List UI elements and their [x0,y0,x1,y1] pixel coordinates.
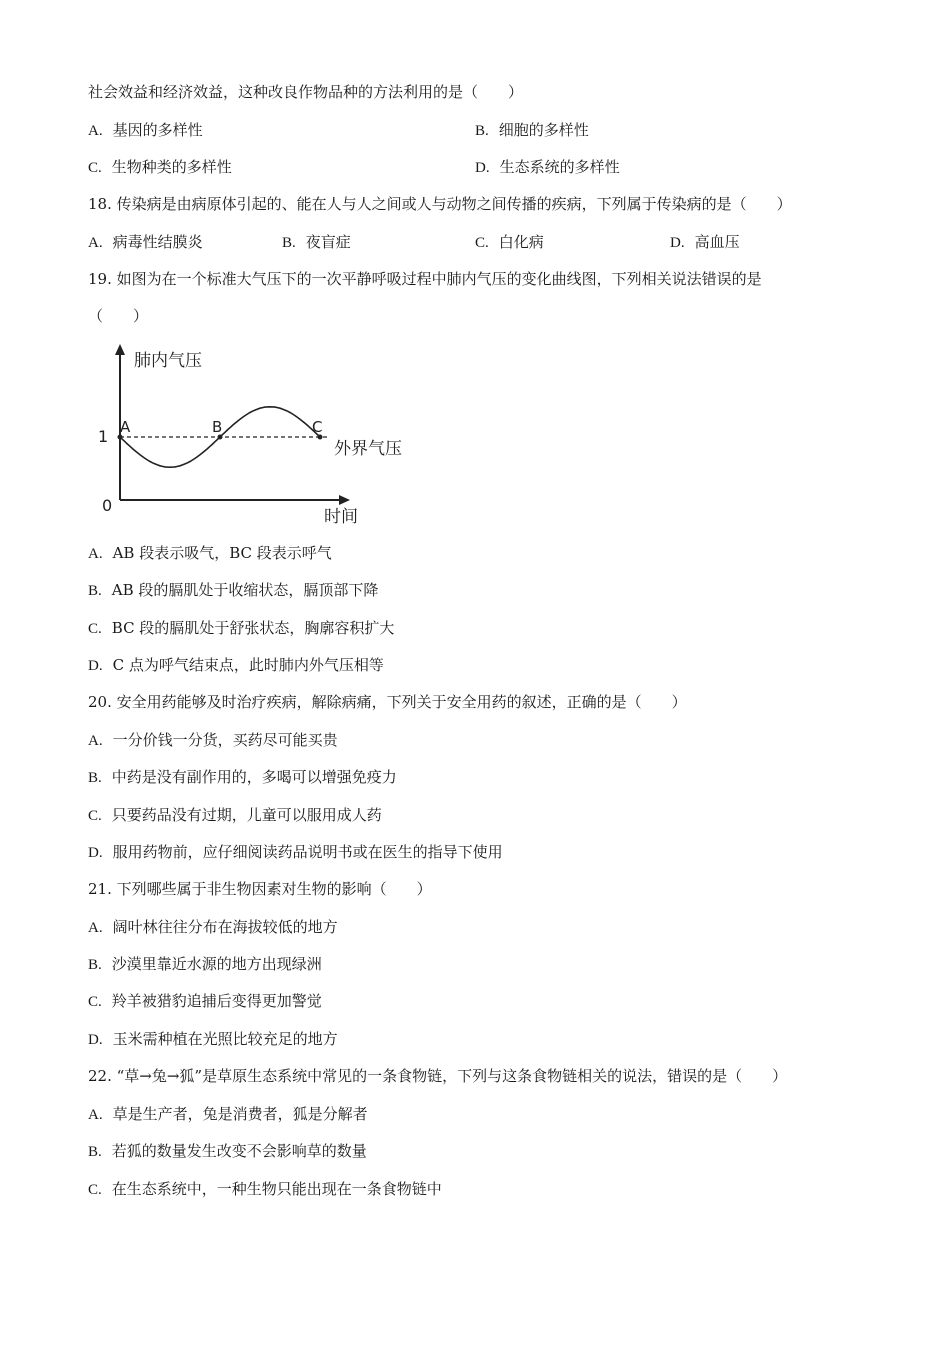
q18-option-a[interactable] [88,232,203,253]
option-text: 玉米需种植在光照比较充足的地方 [112,1030,338,1048]
option-text: 高血压 [694,233,740,251]
option-text: AB 段的膈肌处于收缩状态，膈顶部下降 [111,581,379,599]
option-text: 基因的多样性 [112,121,203,139]
option-label: C. [88,160,102,176]
option-label: A. [88,235,103,251]
option-text: 夜盲症 [305,233,351,251]
option-label: C. [88,808,102,824]
y-axis-label: 肺内气压 [134,351,202,371]
point-a-label: A [120,418,131,436]
q20-stem: 20. 安全用药能够及时治疗疾病，解除病痛，下列关于安全用药的叙述，正确的是（ ） [88,693,687,711]
q17-option-a[interactable] [88,120,203,141]
q20-option-a[interactable] [88,730,338,751]
option-label: D. [88,658,103,674]
q20-option-b[interactable] [88,767,397,788]
option-label: C. [475,235,489,251]
option-label: B. [88,957,102,973]
option-text: 草是生产者，兔是消费者，狐是分解者 [112,1105,368,1123]
x-axis-label: 时间 [324,507,358,527]
option-label: D. [670,235,685,251]
option-text: BC 段的膈肌处于舒张状态，胸廓容积扩大 [111,619,395,637]
option-label: B. [88,583,102,599]
q17-option-d[interactable] [475,157,620,178]
option-label: B. [282,235,296,251]
q19-option-d[interactable] [88,655,384,676]
y-axis-arrow [115,344,125,355]
option-text: 生态系统的多样性 [499,158,620,176]
q20-option-d[interactable] [88,842,503,863]
option-text: 病毒性结膜炎 [112,233,203,251]
option-text: 白化病 [498,233,544,251]
option-text: 沙漠里靠近水源的地方出现绿洲 [111,955,322,973]
option-label: D. [88,845,103,861]
q21-option-d[interactable] [88,1029,338,1050]
option-label: A. [88,123,103,139]
option-label: A. [88,920,103,936]
q21-option-b[interactable] [88,954,322,975]
q18-stem: 18. 传染病是由病原体引起的、能在人与人之间或人与动物之间传播的疾病，下列属于传染病的是（ ） [88,195,792,213]
option-text: 一分价钱一分货，买药尽可能买贵 [112,731,338,749]
origin-label: 0 [102,496,113,515]
option-text: 服用药物前，应仔细阅读药品说明书或在医生的指导下使用 [112,843,503,861]
option-text: 若狐的数量发生改变不会影响草的数量 [111,1142,367,1160]
q21-option-c[interactable] [88,991,322,1012]
option-text: AB 段表示吸气，BC 段表示呼气 [112,544,332,562]
option-label: B. [475,123,489,139]
option-label: C. [88,621,102,637]
option-label: D. [475,160,490,176]
pressure-chart [88,338,418,533]
q22-option-c[interactable] [88,1179,442,1200]
q17-option-c[interactable] [88,157,232,178]
q22-stem: 22. “草→兔→狐”是草原生态系统中常见的一条食物链，下列与这条食物链相关的说法，错误的是（ ） [88,1067,788,1085]
reference-label: 外界气压 [334,439,402,459]
option-text: C 点为呼气结束点，此时肺内外气压相等 [112,656,384,674]
q22-option-b[interactable] [88,1141,367,1162]
x-axis-arrow [339,495,350,505]
option-text: 阔叶林往往分布在海拔较低的地方 [112,918,338,936]
q22-option-a[interactable] [88,1104,368,1125]
option-text: 只要药品没有过期，儿童可以服用成人药 [111,806,382,824]
q18-option-d[interactable] [670,232,740,253]
option-label: C. [88,994,102,1010]
point-b-label: B [212,418,223,436]
option-text: 在生态系统中，一种生物只能出现在一条食物链中 [111,1180,442,1198]
y-tick-one: 1 [98,427,109,446]
point-c-label: C [312,418,323,436]
q18-option-b[interactable] [282,232,351,253]
option-label: A. [88,546,103,562]
q21-stem: 21. 下列哪些属于非生物因素对生物的影响（ ） [88,880,432,898]
option-label: A. [88,733,103,749]
q17-stem-tail: 社会效益和经济效益，这种改良作物品种的方法利用的是（ ） [88,83,524,101]
q19-stem: 19. 如图为在一个标准大气压下的一次平静呼吸过程中肺内气压的变化曲线图，下列相关说法错误的是 [88,270,762,288]
q20-option-c[interactable] [88,805,382,826]
q18-option-c[interactable] [475,232,544,253]
option-text: 羚羊被猎豹追捕后变得更加警觉 [111,992,322,1010]
option-label: D. [88,1032,103,1048]
option-text: 生物种类的多样性 [111,158,232,176]
option-text: 细胞的多样性 [498,121,589,139]
q19-option-a[interactable] [88,543,332,564]
option-text: 中药是没有副作用的，多喝可以增强免疫力 [111,768,397,786]
q19-answer-paren: （ ） [88,307,149,325]
option-label: B. [88,770,102,786]
q19-option-b[interactable] [88,580,378,601]
option-label: B. [88,1144,102,1160]
q17-option-b[interactable] [475,120,589,141]
option-label: A. [88,1107,103,1123]
q19-option-c[interactable] [88,618,394,639]
option-label: C. [88,1182,102,1198]
q21-option-a[interactable] [88,917,338,938]
